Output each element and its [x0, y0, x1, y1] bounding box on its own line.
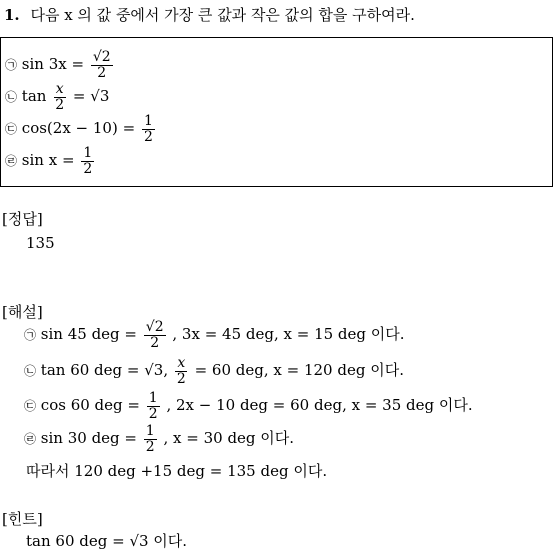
option-fraction — [53, 82, 66, 112]
fraction-numerator: 1 — [143, 113, 153, 129]
fraction-numerator: 1 — [145, 423, 155, 439]
fraction-denominator: 2 — [143, 128, 153, 145]
option-lhs: cos(2x − 10) = — [21, 119, 136, 138]
solution-line-4 — [24, 424, 294, 454]
fraction-denominator: 2 — [176, 370, 186, 387]
option-marker: ㉡ — [5, 90, 18, 105]
solution-pre: sin 45 deg = — [40, 325, 137, 344]
solution-post: , 2x − 10 deg = 60 deg, x = 35 deg 이다. — [166, 396, 473, 415]
fraction-numerator: 1 — [83, 145, 93, 161]
fraction-denominator: 2 — [148, 405, 158, 422]
option-marker: ㉢ — [5, 122, 18, 137]
fraction-denominator: 2 — [150, 334, 160, 351]
solution-post: = 60 deg, x = 120 deg 이다. — [194, 361, 404, 380]
option-lhs: tan — [21, 87, 47, 106]
fraction-numerator: √2 — [145, 319, 164, 335]
fraction-denominator: 2 — [55, 96, 65, 113]
fraction-denominator: 2 — [97, 64, 107, 81]
solution-marker: ㉠ — [24, 328, 37, 343]
solution-fraction — [144, 320, 166, 350]
fraction-numerator: x — [177, 355, 186, 371]
question-text: 다음 x 의 값 중에서 가장 큰 값과 작은 값의 합을 구하여라. — [30, 6, 415, 24]
solution-marker: ㉢ — [24, 399, 37, 414]
question-number: 1. — [4, 6, 20, 24]
answer-label: [정답] — [2, 210, 43, 228]
option-fraction — [142, 114, 155, 144]
hint-label: [힌트] — [2, 510, 43, 528]
fraction-numerator: √2 — [92, 49, 111, 65]
hint-text: tan 60 deg = √3 이다. — [26, 532, 188, 550]
fraction-numerator: 1 — [148, 390, 158, 406]
question — [4, 4, 415, 25]
solution-pre: tan 60 deg = √3, — [40, 361, 169, 380]
option-lhs: sin x = — [21, 151, 75, 170]
option-marker: ㉣ — [5, 154, 18, 169]
solution-line-2 — [24, 356, 404, 386]
solution-label: [해설] — [2, 303, 43, 321]
solution-marker: ㉡ — [24, 364, 37, 379]
option-fraction — [91, 50, 113, 80]
solution-marker: ㉣ — [24, 432, 37, 447]
solution-post: , x = 30 deg 이다. — [163, 429, 295, 448]
option-lhs: sin 3x = — [21, 55, 85, 74]
solution-pre: sin 30 deg = — [40, 429, 137, 448]
solution-fraction — [144, 424, 157, 454]
answer-value: 135 — [26, 234, 55, 252]
solution-line-3 — [24, 391, 473, 421]
solution-conclusion: 따라서 120 deg +15 deg = 135 deg 이다. — [26, 462, 328, 480]
fraction-denominator: 2 — [145, 438, 155, 455]
option-4 — [5, 146, 96, 176]
option-rhs: = √3 — [72, 87, 110, 106]
solution-fraction — [147, 391, 160, 421]
solution-pre: cos 60 deg = — [40, 396, 140, 415]
solution-line-1 — [24, 320, 405, 350]
option-1 — [5, 50, 115, 80]
fraction-numerator: x — [55, 81, 64, 97]
option-2 — [5, 82, 109, 112]
option-marker: ㉠ — [5, 58, 18, 73]
solution-post: , 3x = 45 deg, x = 15 deg 이다. — [172, 325, 405, 344]
solution-fraction — [175, 356, 188, 386]
option-fraction — [81, 146, 94, 176]
option-3 — [5, 114, 157, 144]
fraction-denominator: 2 — [83, 160, 93, 177]
